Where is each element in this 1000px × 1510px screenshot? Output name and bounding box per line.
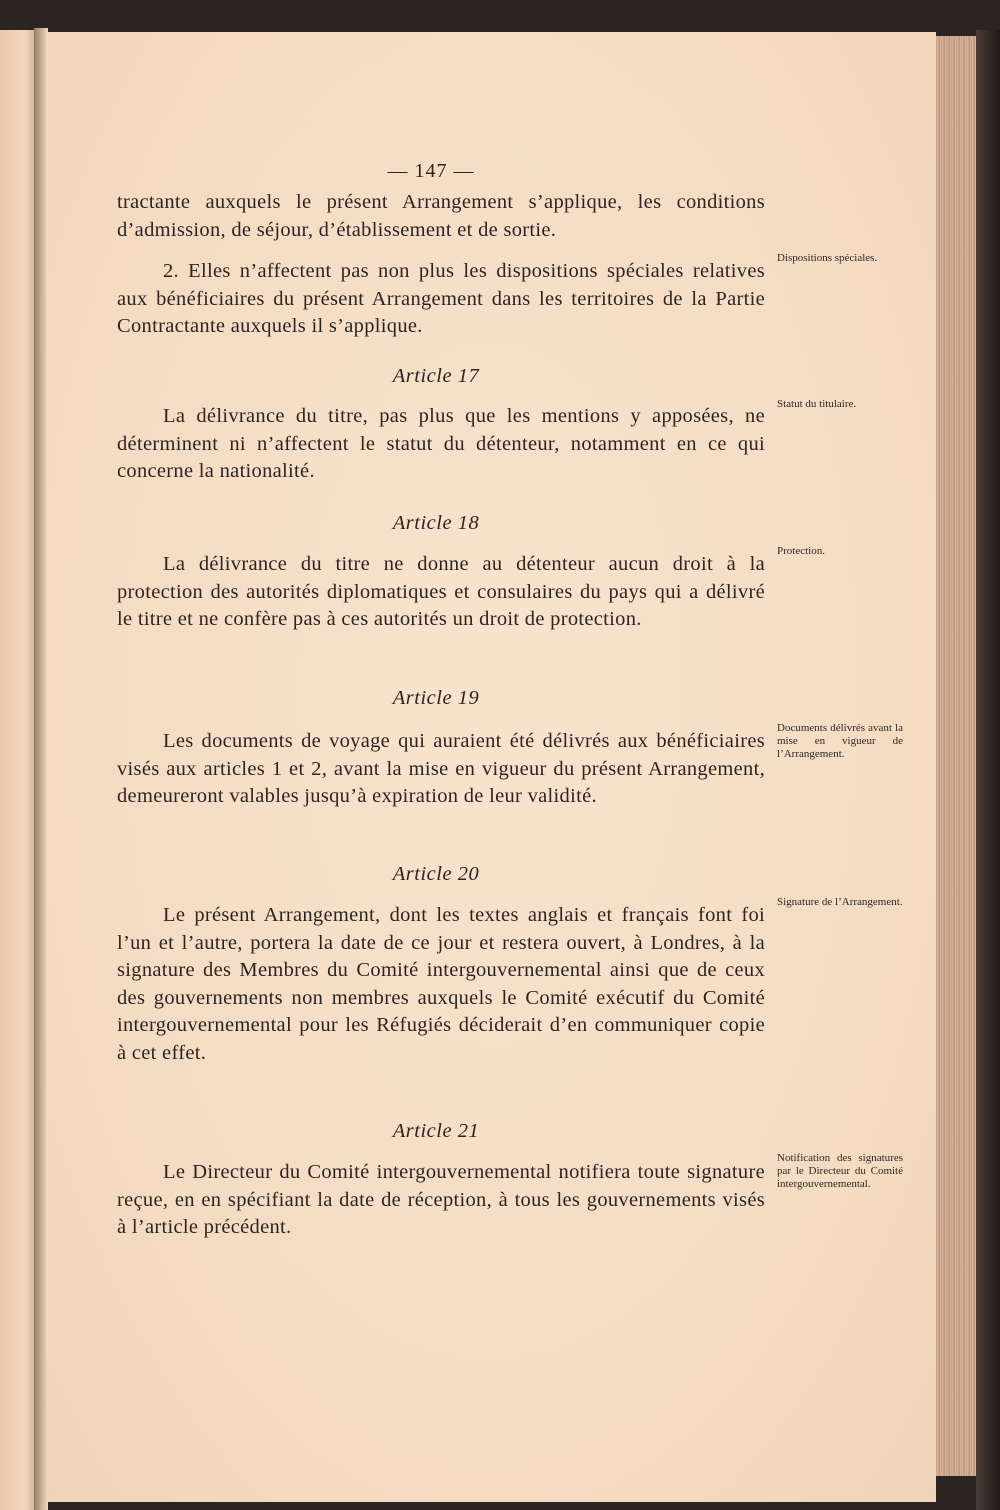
heading-article-21: Article 21 [392,1120,480,1142]
margin-note-statut: Statut du titulaire. [777,398,857,410]
heading-article-20: Article 20 [392,863,480,885]
paragraph-article-17: La délivrance du titre, pas plus que les mentions y apposées, ne déterminent ni n’affectent le statut du détenteur, notamment en ce qui concerne la nationalité. [117,405,765,482]
margin-note-notification: Notification des signatures par le Directeur du Comité intergouvernemental. [777,1152,903,1190]
margin-note-protection: Protection. [777,545,825,557]
heading-article-17: Article 17 [392,365,480,387]
heading-article-19: Article 19 [392,687,480,709]
page-number: — 147 — [387,160,475,182]
paragraph-article-18: La délivrance du titre ne donne au détenteur aucun droit à la protection des autorités diplomatiques et consulaires du pays qui a délivré le titre et ne confère pas à ces autorités un droit de protection. [117,553,765,630]
margin-note-signature: Signature de l’Arrangement. [777,896,903,908]
paragraph-article-20: Le présent Arrangement, dont les textes anglais et français font foi l’un et l’autre, portera la date de ce jour et restera ouvert, à Londres, à la signature des Membres du Comité intergouvernemental ainsi que de ceux des gouvernements non membres auxquels le Comité exécutif du Comité intergouvernemental pour les Réfugiés déciderait d’en communiquer copie à cet effet. [117,904,765,1064]
margin-note-documents: Documents délivrés avant la mise en vigueur de l’Arrangement. [777,722,903,760]
margin-note-dispositions: Dispositions spéciales. [777,252,878,264]
page-stack-edge [936,36,980,1476]
page-edge-shadow [976,30,1000,1510]
paragraph-article-19: Les documents de voyage qui auraient été délivrés aux bénéficiaires visés aux articles 1 et 2, avant la mise en vigueur du présent Arrangement, demeureront valables jusqu’à expiration de leur validité. [117,730,765,807]
paragraph-article-21: Le Directeur du Comité intergouvernemental notifiera toute signature reçue, en en spécifiant la date de réception, à tous les gouvernements visés à l’article précédent. [117,1161,765,1238]
paragraph-continuation: tractante auxquels le présent Arrangement s’applique, les conditions d’admission, de séjour, d’établissement et de sortie. [117,191,765,241]
heading-article-18: Article 18 [392,512,480,534]
book-page [46,32,936,1502]
left-page-edge [0,30,36,1510]
paragraph-2: 2. Elles n’affectent pas non plus les dispositions spéciales relatives aux bénéficiaires du présent Arrangement dans les territoires de la Partie Contractante auxquels il s’applique. [117,260,765,337]
